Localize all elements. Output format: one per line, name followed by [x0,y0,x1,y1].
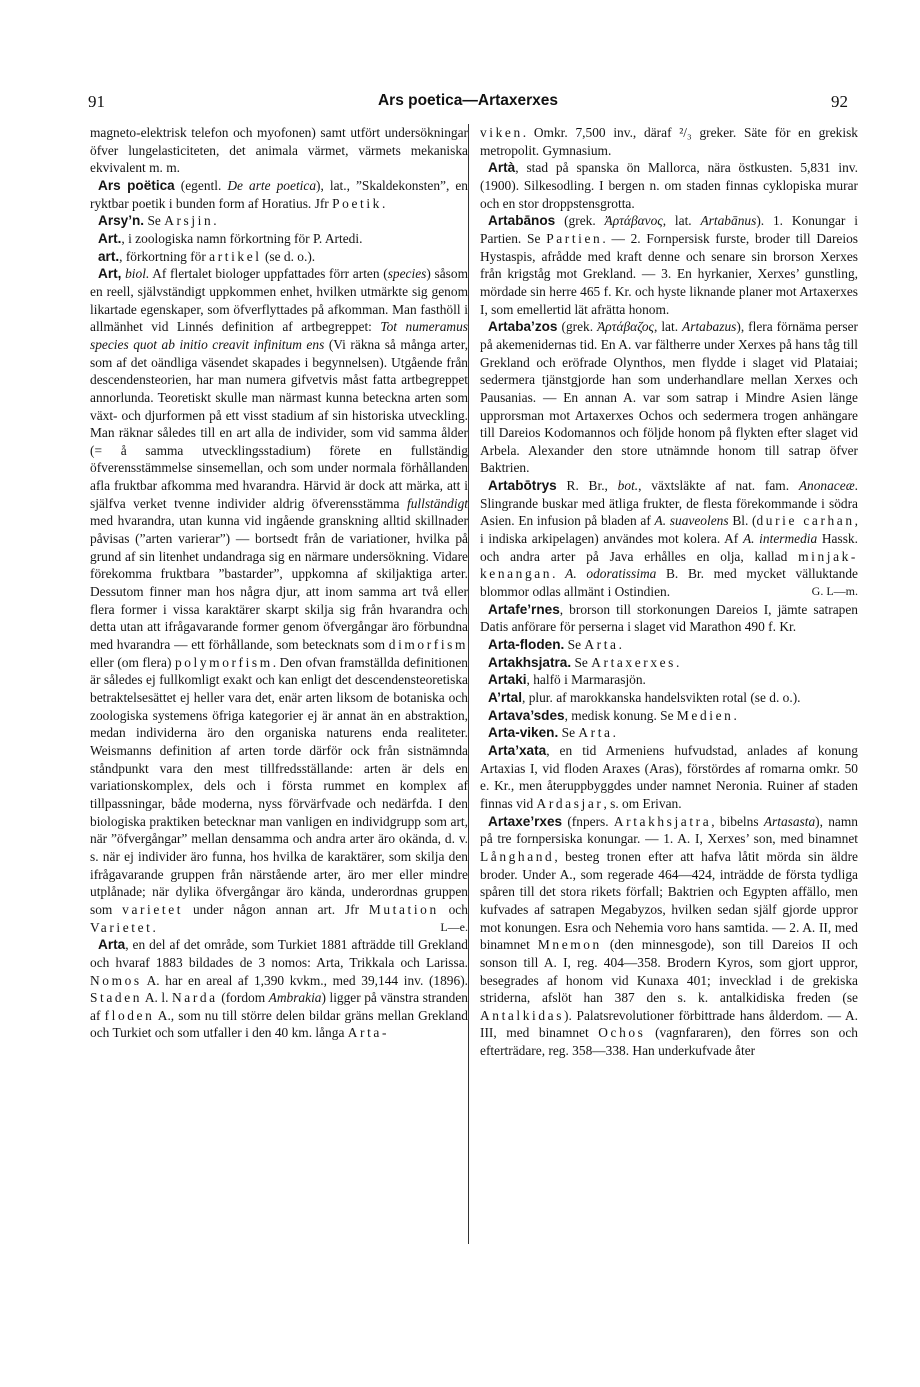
entry-artakhsjatra [480,654,858,672]
entry-artaxata [480,742,858,813]
italic-text: fullständigt [406,495,468,511]
italic-text: Anonaceæ [798,478,855,494]
headword: Artava’sdes [488,707,565,723]
entry-text: , brorson till storkonungen Dareios I, jämte satrapen Datis anförare för perserna i slaget vid Marathon 490 f. Kr. [480,601,858,635]
entry-text: , plur. af marokkanska handelsvikten rotal (se d. o.). [522,690,801,705]
entry-artabotrys [480,477,858,601]
entry-artaki [480,671,858,689]
page-number-left: 91 [88,92,105,111]
spaced-reference: dimorfism [388,637,468,653]
entry-arta-viken [480,724,858,742]
page-header [88,92,848,114]
entry-text: , förkortning för [119,248,206,264]
entry-text: Se [147,213,161,229]
entry-text: A., som nu till större delen bildar gräns mellan Grekland och Turkiet och som utfaller i den 40 km. långa [90,1007,469,1041]
entry-text: ), lat., ”Skaldekonsten”, en ryktbar poetik i bunden form af Horatius. Jfr [90,177,468,211]
entry-art-abbrev [90,230,468,248]
entry-text: , i indiska arkipelagen) användes mot kolera. Af [480,513,859,547]
entry-text: (Vi räkna så många arter, som af det oändliga väsendet skapades i begynnelsen). Utgående från descendensteorien, har man numera gifvetvis måst fatta artbegreppet annorlunda. Teoretiskt skulle man närmast kunna beteckna arten som växt- och djurformen på ett visst stadium af sin historiska utveckling. Man räknar således till en art alla de individer, som vid samma ålder (= å samma utvecklingsstadium) förete en fullständig öfverensstämmelse sinsemellan, och som under normala förhållanden afla fruktbar afkomma med hvarandra. Härvid är dock att märka, att i själfva verket tvenne individer aldrig öfverensstämma [90,336,468,511]
italic-text: Ἀρτάβανος [604,213,663,229]
spaced-reference: Ochos [598,1025,646,1041]
entry-text: Bl. ( [732,513,757,529]
spaced-reference: Partien [546,230,603,246]
entry-text: A. l. [144,990,169,1006]
entry-text: , halfö i Marmarasjön. [526,672,646,688]
italic-text: Ambrakia [268,990,322,1006]
entry-text: Se [574,654,588,670]
entry-continuation [90,124,468,177]
entry-text: . [152,919,156,935]
italic-text: species [387,266,427,282]
headword: Artabānos [488,213,556,229]
entry-text: . Den ofvan framställda definitionen är således ej fullkomligt exakt och kan enligt det descendensteoretiska betraktelsesättet ej heller vara det, enär arten liksom de botaniska och zoologiska systemens öfriga kategorier ej är annat än en abstraktion, medan individerna äro den organiska naturens enda realiteter. Weismanns definition af arten torde därför ock från sistnämnda ståndpunkt vara den mest tillfredsställande: arten är dels en variationskomplex, dels och i första rummet en komplex af tillpassningar, både moderna, nyss förvärfvade och nedärfda. I den biologiska praktiken betecknar man vanligen en individgrupp som art, när ”öfvergångar” mellan densamma och andra arter äro okända, d. v. s. när ej individer äro funna, hos hvilka de karaktärer, som skilja den ifrågavarande gruppen från närstående arter, äro mer eller mindre utplånade; när dylika öfvergångar äro kända, underordnas gruppen som [90,654,468,917]
entry-text: under någon annan art. Jfr [192,901,360,917]
entry-text: och [448,901,468,917]
entry-text: , växtsläkte af nat. fam. [638,478,790,494]
entry-text: magneto-elektrisk telefon och myofonen) samt utfört undersökningar öfver lungelasticiteten, det animala värmet, värmets mekaniska ekvivalent m. m. [90,125,468,176]
headword: Artafe’rnes [488,601,560,617]
entry-text: (den minnesgode), son till Dareios II och sonson till A. I, reg. 404—358. Brodern Kyros, som gjort uppror, besegrades af honom vid Kunaxa 401; invecklad i de grekiska striderna, afslöt han 387 den s. k. antalkidiska freden (se [480,937,858,1006]
entry-text: , bibelns [711,813,759,829]
spaced-reference: minjak-kenangan [480,548,858,582]
spaced-reference: Arta [584,637,619,653]
italic-text: A. suaveolens [654,513,729,529]
headword: A’rtal [488,690,522,705]
italic-text: Tot numeramus species quot ab initio creavit infinitum ens [90,319,468,352]
headword: Artà [488,160,516,176]
entry-text: . Slingrande buskar med ätliga frukter, de flesta förekommande i södra Asien. En infusion på bladen af [480,478,858,529]
entry-text: Se [567,637,582,653]
entry-text: (fordom [221,990,266,1006]
headword: Artaki [488,672,527,688]
headword: Artakhsjatra. [488,654,572,670]
entry-text: ), flera förnäma perser på akemenidernas tid. En A. var fältherre under Xerxes på hans tåg till Grekland och eröfrade Olynthos, men flydde i slaget vid Plataiai; sedermera tjänstgjorde han som underhandlare mellan Xerxes och Pausanias. — En annan A. var som satrap i Mindre Asien länge upprorsman mot Artaxerxes Ochos och sedermera trogen anhängare till Dareios Kodomannos och följde honom på flykten efter slaget vid Arbela. Alexander den store utnämnde honom till satrap öfver Baktrien. [480,319,858,476]
spaced-reference: Narda [172,990,218,1006]
entry-text: B. Br. med mycket välluktande blommor odlas allmänt i Ostindien. [480,566,858,600]
entry-artafernes [480,601,858,636]
spaced-reference: Artakhsjatra [613,813,712,829]
spaced-reference: viken [480,125,523,140]
headword: art. [98,248,120,264]
spaced-reference: Poetik [332,195,382,211]
headword: Arta [98,937,126,953]
entry-text: . [618,637,622,653]
entry-text: , en del af det område, som Turkiet 1881 afträdde till Grekland och hvaraf 1883 bildades de 3 nomos: Arta, Trikkala och Larissa. [90,937,468,970]
entry-text: , lat. [654,319,679,335]
spaced-reference: Mutation [368,901,439,917]
entry-text: . [213,213,217,229]
entry-text: . [381,195,386,211]
headword: Art, [98,266,122,282]
entry-text: (vagnfararen), den förres son och efterträdare, reg. 358—338. Han underkufvade åter [480,1025,858,1059]
entry-text: (grek. [561,319,594,335]
headword: Arta-floden. [488,637,565,653]
entry-art-biol [90,265,468,936]
italic-text: Artabānus [700,213,757,229]
entry-arta [90,936,468,1042]
headword: Artaba’zos [488,319,558,335]
headword: Artabōtrys [488,478,557,494]
italic-text: Ἀρτάβαζος [597,319,654,335]
entry-arsyn [90,212,468,230]
entry-arta-floden [480,636,858,654]
spaced-reference: durie carhan [756,513,855,529]
entry-text: ). Palatsrevolutioner förbittrade hans ålderdom. — A. III, med binamnet [480,1007,858,1041]
spaced-reference: Arsjin [164,213,214,229]
entry-text: , stad på spanska ön Mallorca, nära östkusten. 5,831 inv. (1900). Silkesodling. I bergen n. om staden finnas cyklopiska murar och en stor droppstensgrotta. [480,160,858,211]
entry-continuation [480,124,858,159]
spaced-reference: Ardasjar [536,795,604,811]
headword: Arta’xata [488,742,547,758]
headword: Art. [98,230,122,246]
spaced-reference: Nomos [90,972,142,988]
author-signature: G. L—m. [811,584,858,599]
spaced-reference: Arta [578,725,613,741]
entry-text: ). 1. Konungar i Partien. Se [480,213,858,246]
entry-text: , i zoologiska namn förkortning för P. Artedi. [121,230,363,246]
entry-arta-mallorca [480,159,858,212]
page-number-right: 92 [831,92,848,111]
headword: Ars poëtica [98,177,175,193]
entry-text: ) såsom en reell, självständigt uppkommen enhet, hvilken utmärkte sig genom likartade egenskaper, som öfverflyttades på afkomman. Man fasthöll i allmänhet vid Linnés definition af artbegreppet: [90,266,468,335]
headword: Arsy’n. [98,213,145,229]
author-signature: L—e. [440,919,468,934]
spaced-reference: Antalkidas [480,1007,565,1023]
spaced-reference: varietet [122,901,184,917]
italic-text: De arte poetica [227,177,317,193]
entry-text: . — 2. Fornpersisk furste, broder till Dareios Hystaspis, afrådde med kraft denne och senare sin brorson Xerxes från krigståg mot Grekland. — 3. En hyrkanier, Xerxes’ gunstling, mördade sin herre 465 f. Kr. och hyste liknande planer mot Artaxerxes I, som emellertid lät afrätta honom. [480,230,858,317]
entry-artabanos [480,212,858,318]
italic-text: bot. [617,478,639,494]
spaced-reference: floden [104,1007,155,1023]
entry-text: Af flertalet biologer uppfattades förr arten ( [152,266,388,282]
entry-text: . Omkr. 7,500 inv., däraf ²/₃ greker. Säte för en grekisk metropolit. Gymnasium. [480,125,858,158]
entry-text: . [675,654,680,670]
entry-artaxerxes [480,813,858,1060]
spaced-reference: Staden [90,990,143,1006]
entry-text: , s. om Erivan. [603,795,682,811]
right-column [480,124,858,1060]
entry-art-lower [90,248,468,266]
entry-artavasdes [480,707,858,725]
entry-text: . [612,725,616,741]
entry-text: med hvarandra, utan kunna vid ingående granskning alltid skillnader påvisas (”arten varierar”) — bortsedt från de variationer, hvilka på grund af sin litenhet undandraga sig en närmare undersökning. Vidare förekomma fruktbara ”bastarder”, uppkomna af skiljaktiga arter. Dessutom finner man hos några djur, att inom samma art två eller flera former i vissa karaktärer skarpt skilja sig från hvarandra och detta utan att ifrågavarande former genom öfvergångar äro förbundna med hvarandra — ett förhållande, som betecknats som [90,513,468,653]
entry-text: , en tid Armeniens hufvudstad, anlades af konung Artaxias I, vid floden Araxes (Aras), förstördes af romarna omkr. 50 e. Kr., men återuppbyggdes under namnet Neronia. Ruiner af staden finnas vid [480,742,858,811]
spaced-reference: Varietet [90,919,153,935]
column-divider [468,124,469,1244]
italic-text: Artabazus [682,319,737,335]
entry-text: eller (om flera) [90,654,172,670]
running-title: Ars poetica—Artaxerxes [377,92,559,109]
entry-text: , lat. [662,213,692,229]
entry-ars-poetica [90,177,468,212]
headword: Arta-viken. [488,725,559,741]
entry-text: (grek. [564,213,596,229]
entry-text: . [733,707,737,723]
spaced-reference: artikel [209,248,262,264]
entry-text: (se d. o.). [264,248,316,264]
entry-text: (egentl. [180,177,222,193]
entry-artabazos [480,318,858,477]
spaced-reference: Artaxerxes [591,654,676,670]
italic-text: biol. [125,266,150,282]
entry-text: A. har en areal af 1,390 kvkm., med 39,144 inv. (1896). [146,972,469,988]
entry-text: (fnpers. [567,813,609,829]
entry-text: Se [561,725,576,741]
entry-text: R. Br., [566,478,608,494]
entry-text: ) ligger på vänstra stranden af [90,990,468,1023]
spaced-reference: Mnemon [537,937,602,953]
spaced-reference: polymorfism [174,654,273,670]
headword: Artaxe’rxes [488,813,563,829]
italic-text: A. odoratissima [565,566,657,582]
italic-text: Artasasta [763,813,816,829]
entry-text: , besteg tronen efter att hafva låtit mörda sin äldre broder. Under A., som regerade 464—424, inträdde de första tydliga spåren till det stora rikets förfall; Baktrien och Egypten affällo, men kufvades af satrapen Megabyzos, hvilken sedan själf gjorde uppror mot konungen. Esra och Nehemia voro hans samtida. — 2. A. II, med binamnet [480,848,858,953]
entry-text: , medisk konung. Se [564,707,674,723]
left-column [90,124,468,1042]
entry-text: ), namn på tre fornpersiska konungar. — 1. A. I, Xerxes’ son, med binamnet [480,813,858,847]
entry-text: . [552,566,556,582]
spaced-reference: Arta- [347,1025,390,1041]
entry-text: Hassk. och andra arter på Java erhålles en olja, kallad [480,531,858,564]
spaced-reference: Långhand [480,848,555,864]
entry-artal [480,689,858,707]
italic-text: A. intermedia [742,531,818,547]
spaced-reference: Medien [676,707,734,723]
